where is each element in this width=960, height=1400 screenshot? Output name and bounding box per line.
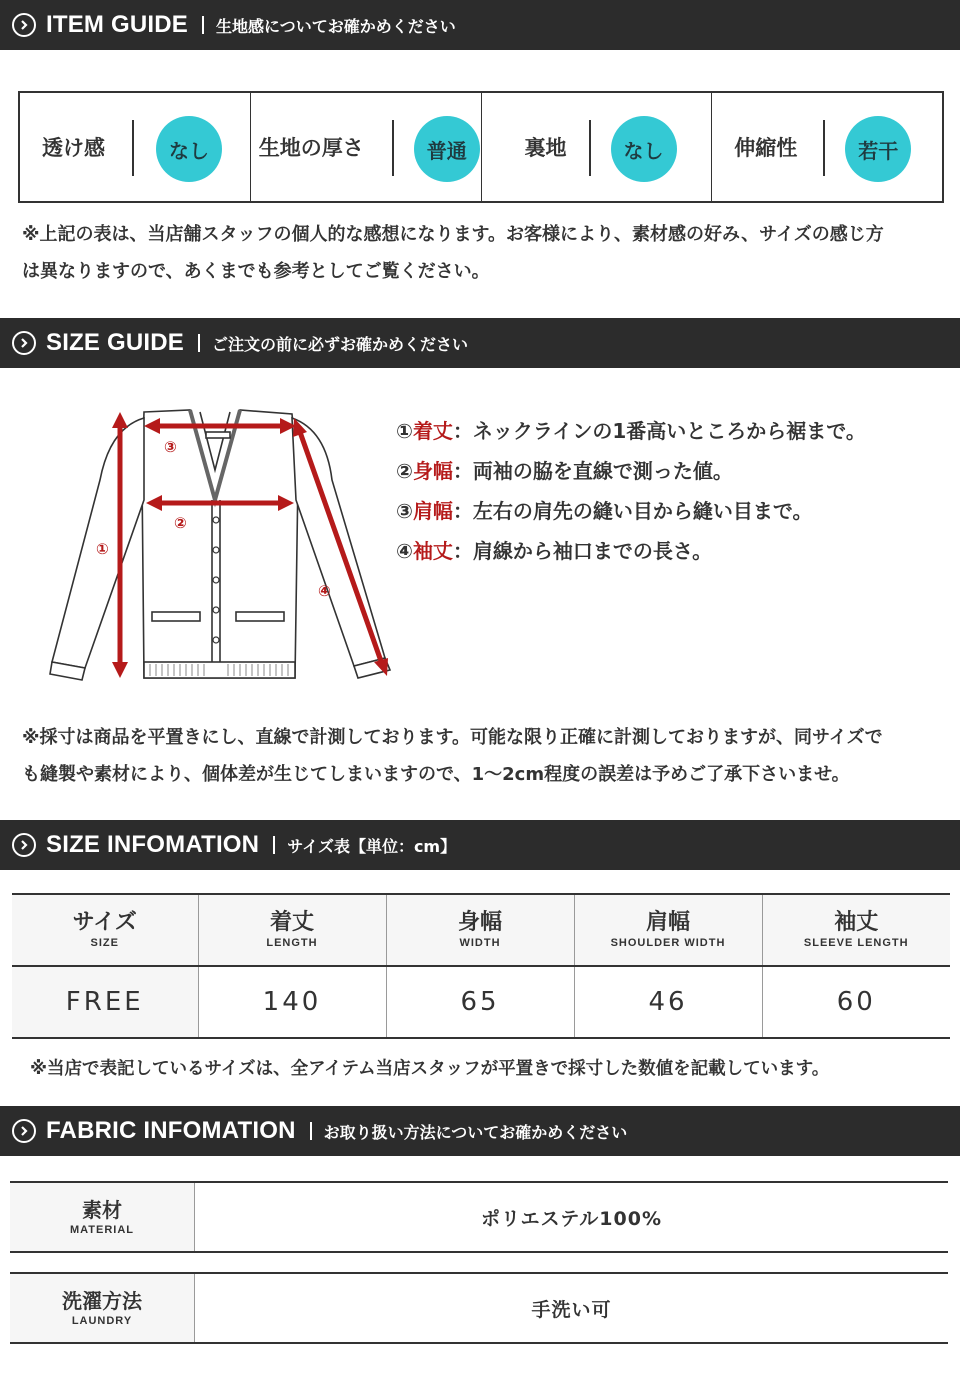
- item-guide-table: [18, 91, 944, 203]
- item-guide-value-badge: なし: [611, 116, 677, 182]
- size-table: [12, 893, 950, 1039]
- table-cell: 65: [386, 966, 574, 1038]
- section-subtitle: 生地感についてお確かめください: [216, 16, 456, 36]
- section-title: SIZE INFOMATION: [46, 831, 260, 858]
- legend-num: ④: [396, 539, 413, 563]
- item-guide-lining: [481, 93, 712, 201]
- item-guide-transparency: [20, 93, 250, 201]
- divider: [392, 120, 394, 176]
- marker-width: ②: [174, 514, 187, 532]
- legend-term: 身幅: [412, 459, 453, 483]
- section-title: ITEM GUIDE: [46, 11, 189, 38]
- item-guide-value-badge: 普通: [414, 116, 480, 182]
- item-guide-label: 生地の厚さ: [258, 136, 364, 160]
- item-guide-banner: [0, 0, 960, 50]
- legend-item: [396, 451, 866, 491]
- col-header-sleeve: 袖丈 SLEEVE LENGTH: [762, 894, 950, 966]
- table-cell: 140: [198, 966, 386, 1038]
- material-value: ポリエステル100%: [481, 1207, 662, 1230]
- size-table-note: ※当店で表記しているサイズは、全アイテム当店スタッフが平置きで採寸した数値を記載しています。: [30, 1059, 830, 1079]
- legend-num: ①: [396, 419, 413, 443]
- divider: [310, 1122, 312, 1140]
- material-header: [10, 1183, 195, 1251]
- marker-shoulder: ③: [164, 438, 177, 456]
- legend-term: 着丈: [412, 419, 453, 443]
- material-row: [10, 1181, 948, 1253]
- item-guide-value-badge: 若干: [845, 116, 911, 182]
- fabric-info-banner: [0, 1106, 960, 1156]
- header-jp: 洗濯方法: [62, 1288, 142, 1313]
- table-header-row: [12, 894, 950, 966]
- table-cell: FREE: [12, 966, 198, 1038]
- table-row: [12, 966, 950, 1038]
- chevron-right-icon: [12, 13, 36, 37]
- section-subtitle: ご注文の前に必ずお確かめください: [212, 334, 469, 354]
- cardigan-measurement-diagram: [40, 400, 400, 690]
- header-en: MATERIAL: [69, 1223, 134, 1236]
- col-header-length: 着丈 LENGTH: [198, 894, 386, 966]
- legend-item: [396, 491, 866, 531]
- divider: [202, 16, 204, 34]
- note-line: ※採寸は商品を平置きにし、直線で計測しております。可能な限り正確に計測しておりますが、同サイズで: [22, 727, 883, 748]
- divider: [273, 836, 275, 854]
- laundry-row: [10, 1272, 948, 1344]
- legend-desc: ：両袖の脇を直線で測った値。: [452, 459, 733, 483]
- item-guide-note: [22, 216, 884, 290]
- size-info-banner: [0, 820, 960, 870]
- section-title: FABRIC INFOMATION: [46, 1117, 296, 1144]
- divider: [823, 120, 825, 176]
- chevron-right-icon: [12, 1119, 36, 1143]
- legend-term: 袖丈: [412, 539, 453, 563]
- section-title: SIZE GUIDE: [46, 329, 185, 356]
- size-guide-note: [22, 719, 883, 793]
- section-subtitle: サイズ表【単位：cm】: [287, 836, 457, 856]
- legend-desc: ：左右の肩先の縫い目から縫い目まで。: [452, 499, 813, 523]
- item-guide-label: 透け感: [42, 136, 105, 160]
- divider: [589, 120, 591, 176]
- legend-term: 肩幅: [412, 499, 453, 523]
- legend-desc: ：肩線から袖口までの長さ。: [452, 539, 713, 563]
- marker-sleeve: ④: [318, 582, 331, 600]
- note-line: ※上記の表は、当店舗スタッフの個人的な感想になります。お客様により、素材感の好み、サイズの感じ方: [22, 224, 884, 245]
- laundry-header: [10, 1274, 195, 1342]
- table-cell: 46: [574, 966, 762, 1038]
- divider: [132, 120, 134, 176]
- legend-num: ②: [396, 459, 413, 483]
- legend-item: [396, 411, 866, 451]
- note-line: も縫製や素材により、個体差が生じてしまいますので、1〜2cm程度の誤差は予めご了承下さいませ。: [22, 764, 850, 785]
- col-header-size: サイズ SIZE: [12, 894, 198, 966]
- divider: [198, 334, 200, 352]
- legend-item: [396, 531, 866, 571]
- chevron-right-icon: [12, 833, 36, 857]
- laundry-value: 手洗い可: [531, 1298, 612, 1321]
- col-header-width: 身幅 WIDTH: [386, 894, 574, 966]
- item-guide-label: 裏地: [524, 136, 567, 160]
- size-guide-banner: [0, 318, 960, 368]
- item-guide-label: 伸縮性: [734, 136, 798, 160]
- measurement-legend: [396, 411, 866, 571]
- section-subtitle: お取り扱い方法についてお確かめください: [323, 1122, 628, 1142]
- item-guide-thickness: [250, 93, 481, 201]
- legend-num: ③: [396, 499, 413, 523]
- marker-length: ①: [96, 540, 109, 558]
- header-en: LAUNDRY: [71, 1314, 133, 1327]
- legend-desc: ：ネックラインの1番高いところから裾まで。: [452, 419, 866, 443]
- table-cell: 60: [762, 966, 950, 1038]
- item-guide-value-badge: なし: [156, 116, 222, 182]
- chevron-right-icon: [12, 331, 36, 355]
- note-line: は異なりますので、あくまでも参考としてご覧ください。: [22, 261, 490, 282]
- col-header-shoulder: 肩幅 SHOULDER WIDTH: [574, 894, 762, 966]
- header-jp: 素材: [82, 1197, 122, 1222]
- item-guide-stretch: [711, 93, 942, 201]
